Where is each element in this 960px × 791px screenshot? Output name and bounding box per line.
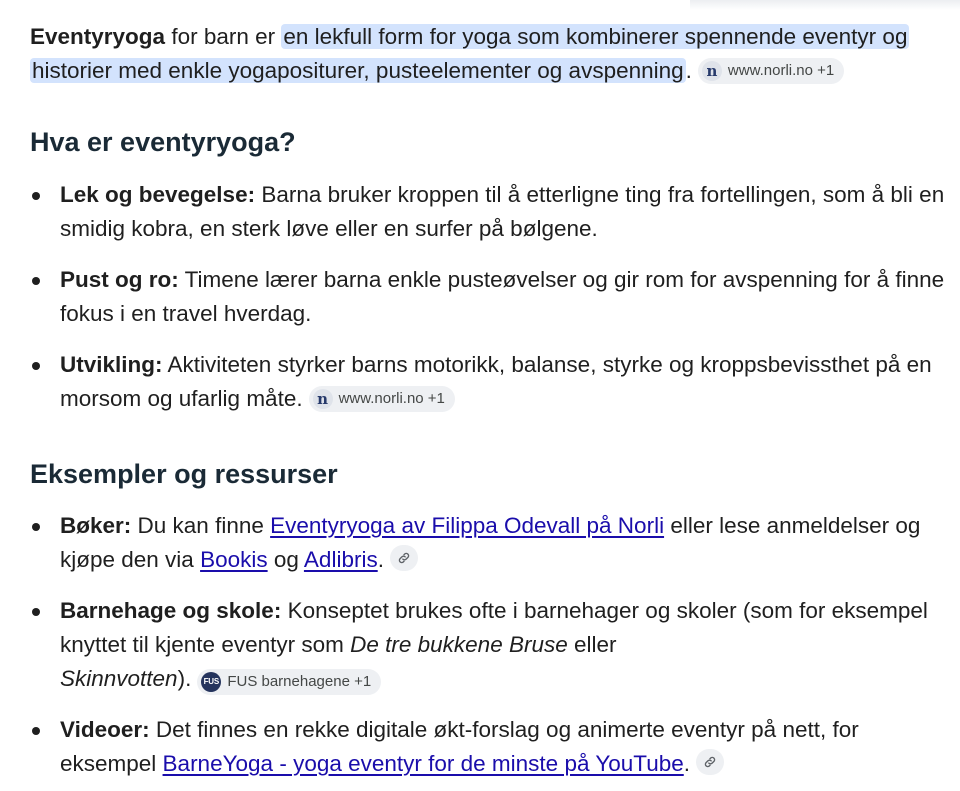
intro-paragraph (30, 20, 950, 88)
list-item (30, 178, 950, 246)
ai-overview-content (30, 20, 950, 781)
examples-list (30, 509, 950, 781)
item-italic: Skinnvotten (60, 666, 178, 691)
item-text: Barna bruker kroppen til å etterligne ting fra fortellingen, som å bli en smidig kobra, en sterk løve eller en surfer på bølgene. (60, 182, 945, 241)
item-text: . (377, 547, 384, 572)
intro-text: for barn er (165, 24, 282, 49)
intro-bold-term: Eventyryoga (30, 24, 166, 49)
source-chip-fus[interactable] (197, 669, 381, 695)
list-item (30, 713, 950, 781)
list-item (30, 263, 950, 331)
link-icon (397, 551, 411, 565)
item-text: Aktiviteten styrker barns motorikk, balanse, styrke og kroppsbevissthet på en morsom og ufarlig måte. (60, 352, 932, 411)
item-text: . (683, 751, 691, 776)
list-item (30, 348, 950, 416)
item-text: eller (567, 632, 617, 657)
source-chip-label: www.norli.no +1 (727, 62, 835, 79)
link-adlibris[interactable]: Adlibris (303, 547, 378, 572)
link-chip[interactable] (390, 545, 418, 571)
source-chip-label: FUS barnehagene +1 (227, 673, 372, 690)
item-text: og (267, 547, 304, 572)
item-label: Bøker: (60, 513, 132, 538)
link-chip[interactable] (696, 749, 724, 775)
list-item (30, 509, 950, 577)
list-item (30, 594, 950, 696)
item-text: Det finnes en rekke digitale økt-forslag og animerte eventyr på nett, for eksempel (60, 717, 859, 776)
top-shadow (690, 0, 960, 10)
item-text: Timene lærer barna enkle pusteøvelser og gir rom for avspenning for å finne fokus i en travel hverdag. (60, 267, 945, 326)
section-heading-examples: Eksempler og ressurser (30, 459, 338, 489)
intro-period: . (685, 58, 692, 83)
what-list (30, 178, 950, 416)
link-barneyoga-youtube[interactable]: BarneYoga - yoga eventyr for de minste på YouTube (162, 751, 684, 776)
norli-favicon-icon: n (702, 61, 722, 81)
item-label: Pust og ro: (60, 267, 179, 292)
intro-highlight[interactable]: en lekfull form for yoga som kombinerer spennende eventyr og historier med enkle yogapositurer, pusteelementer og avspenning (32, 24, 908, 83)
section-heading-what: Hva er eventyryoga? (30, 127, 296, 157)
link-icon (703, 755, 717, 769)
item-label: Utvikling: (60, 352, 163, 377)
link-norli-book[interactable]: Eventyryoga av Filippa Odevall på Norli (270, 513, 665, 538)
item-label: Videoer: (60, 717, 150, 742)
fus-favicon-icon: FUS (201, 672, 221, 692)
item-label: Barnehage og skole: (60, 598, 282, 623)
item-text: Konseptet brukes ofte i barnehager og skoler (som for eksempel knyttet til kjente eventyr som (60, 598, 928, 657)
source-chip-label: www.norli.no +1 (338, 390, 445, 407)
item-text: eller lese anmeldelser og kjøpe den via (60, 513, 921, 572)
source-chip-norli[interactable] (698, 58, 844, 84)
source-chip-norli[interactable] (309, 386, 455, 412)
norli-favicon-icon: n (313, 389, 333, 409)
item-text: Du kan finne (131, 513, 271, 538)
item-italic: De tre bukkene Bruse (350, 632, 568, 657)
item-text: ). (177, 666, 192, 691)
link-bookis[interactable]: Bookis (200, 547, 268, 572)
item-label: Lek og bevegelse: (60, 182, 256, 207)
